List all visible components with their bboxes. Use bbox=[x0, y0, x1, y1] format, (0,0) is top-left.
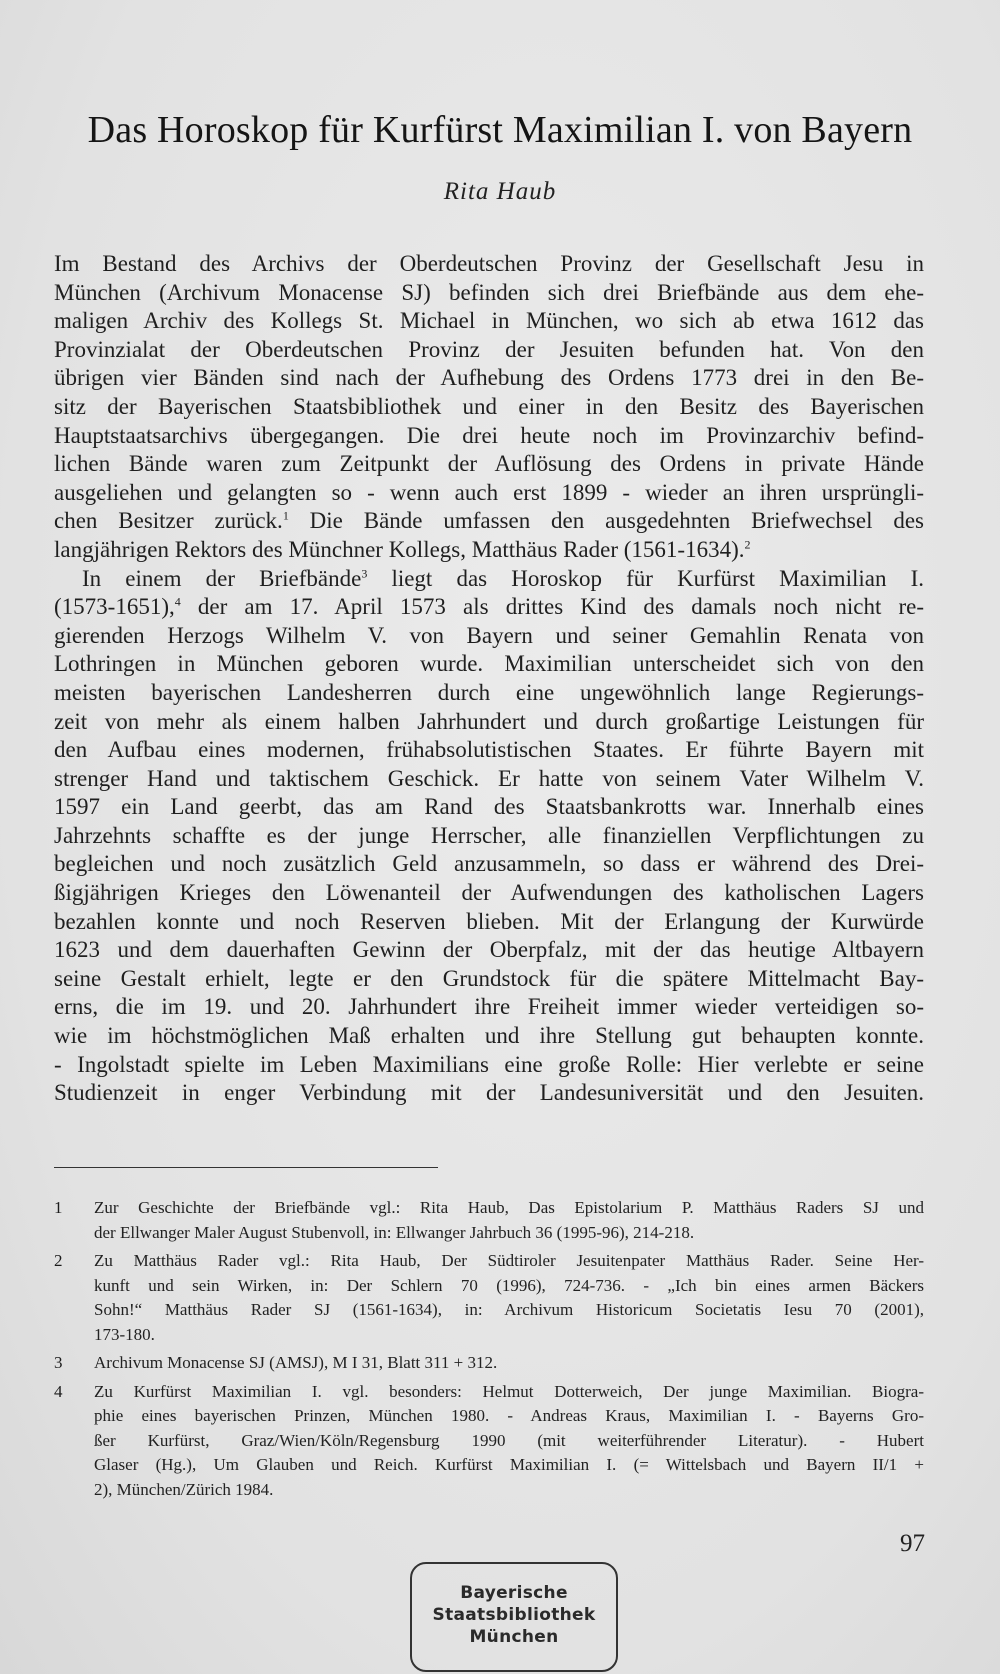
footnote-1 bbox=[54, 1196, 924, 1245]
footnote-line: Zu Kurfürst Maximilian I. vgl. besonders: Helmut Dotterweich, Der junge Maximilian. Biogra- bbox=[94, 1381, 924, 1401]
body-text-segment: langjährigen Rektors des Münchner Kollegs, Matthäus Rader (1561-1634). bbox=[54, 536, 745, 562]
footnote-line: 173-180. bbox=[94, 1324, 155, 1344]
body-line: übrigen vier Bänden sind nach der Aufhebung des Ordens 1773 drei in den Be- bbox=[54, 365, 924, 391]
body-text-segment: chen Besitzer zurück. bbox=[54, 508, 283, 534]
footnote-number: 4 bbox=[54, 1381, 63, 1401]
footnote-line: Zur Geschichte der Briefbände vgl.: Rita Haub, Das Epistolarium P. Matthäus Raders SJ und bbox=[94, 1198, 924, 1217]
body-line: begleichen und noch zusätzlich Geld anzusammeln, so dass er während des Drei- bbox=[54, 851, 924, 877]
body-line: meisten bayerischen Landesherren durch eine ungewöhnlich lange Regierungs- bbox=[54, 679, 924, 705]
body-line: den Aufbau eines modernen, frühabsolutistischen Staates. Er führte Bayern mit bbox=[54, 737, 924, 763]
body-line: lichen Bände waren zum Zeitpunkt der Auflösung des Ordens in private Hände bbox=[54, 451, 924, 477]
body-line: 1623 und dem dauerhaften Gewinn der Oberpfalz, mit der das heutige Altbayern bbox=[54, 937, 924, 963]
footnotes-section bbox=[54, 1196, 924, 1506]
footnote-number: 3 bbox=[54, 1353, 63, 1372]
body-text-segment: (1573-1651), bbox=[54, 594, 175, 620]
footnote-line: kunft und sein Wirken, in: Der Schlern 70 (1996), 724-736. - „Ich bin eines armen Bäckers bbox=[94, 1275, 924, 1295]
stamp-line: München bbox=[469, 1627, 559, 1647]
footnote-number: 1 bbox=[54, 1198, 63, 1217]
body-line: gierenden Herzogs Wilhelm V. von Bayern und seiner Gemahlin Renata von bbox=[54, 622, 924, 648]
footnote-ref-4[interactable]: 4 bbox=[174, 594, 181, 609]
body-line: Im Bestand des Archivs der Oberdeutschen Provinz der Gesellschaft Jesu in bbox=[54, 251, 924, 276]
footnote-line: phie eines bayerischen Prinzen, München 1980. - Andreas Kraus, Maximilian I. - Bayerns Gro- bbox=[94, 1406, 924, 1425]
body-line: bezahlen konnte und noch Reserven blieben. Mit der Erlangung der Kurwürde bbox=[54, 908, 924, 934]
footnote-ref-2[interactable]: 2 bbox=[744, 537, 751, 552]
body-line: seine Gestalt erhielt, legte er den Grundstock für die spätere Mittelmacht Bay- bbox=[54, 965, 924, 991]
footnote-line: Sohn!“ Matthäus Rader SJ (1561-1634), in: Archivum Historicum Societatis Iesu 70 (2001), bbox=[94, 1300, 924, 1319]
footnote-2 bbox=[54, 1249, 924, 1347]
body-line: Hauptstaatsarchivs übergegangen. Die drei heute noch im Provinzarchiv befind- bbox=[54, 422, 924, 448]
footnote-line: Archivum Monacense SJ (AMSJ), M I 31, Blatt 311 + 312. bbox=[94, 1353, 498, 1372]
footnote-divider bbox=[54, 1167, 438, 1168]
footnote-line: 2), München/Zürich 1984. bbox=[94, 1479, 274, 1499]
footnote-4 bbox=[54, 1380, 924, 1503]
body-line: München (Archivum Monacense SJ) befinden sich drei Briefbände aus dem ehe- bbox=[54, 279, 924, 305]
stamp-line: Staatsbibliothek bbox=[432, 1605, 596, 1625]
body-line: ausgeliehen und gelangten so - wenn auch erst 1899 - wieder an ihren ursprüngli- bbox=[54, 479, 924, 505]
library-stamp bbox=[410, 1562, 618, 1672]
article-author: Rita Haub bbox=[443, 178, 557, 205]
footnote-line: der Ellwanger Maler August Stubenvoll, in: Ellwanger Jahrbuch 36 (1995-96), 214-218. bbox=[94, 1222, 695, 1242]
body-line: Provinzialat der Oberdeutschen Provinz der Jesuiten befunden hat. Von den bbox=[54, 336, 924, 362]
body-line bbox=[54, 593, 924, 622]
body-line: Studienzeit in enger Verbindung mit der Landesuniversität und den Jesuiten. bbox=[54, 1080, 924, 1106]
body-line: Lothringen in München geboren wurde. Maximilian unterscheidet sich von den bbox=[54, 651, 924, 677]
page-number: 97 bbox=[900, 1530, 925, 1557]
body-line: strenger Hand und taktischem Geschick. Er hatte von seinem Vater Wilhelm V. bbox=[54, 765, 924, 791]
footnote-3 bbox=[54, 1351, 924, 1376]
body-text-segment: Die Bände umfassen den ausgedehnten Briefwechsel des bbox=[288, 508, 924, 534]
footnote-number: 2 bbox=[54, 1251, 63, 1270]
footnote-ref-3[interactable]: 3 bbox=[361, 565, 368, 580]
body-line: - Ingolstadt spielte im Leben Maximilians eine große Rolle: Hier verlebte er seine bbox=[54, 1051, 924, 1077]
body-text-segment: In einem der Briefbände bbox=[82, 565, 362, 591]
body-line: Jahrzehnts schaffte es der junge Herrscher, alle finanziellen Verpflichtungen zu bbox=[54, 822, 924, 848]
body-line: wie im höchstmöglichen Maß erhalten und ihre Stellung gut behaupten konnte. bbox=[54, 1023, 924, 1049]
footnote-line: ßer Kurfürst, Graz/Wien/Köln/Regensburg 1990 (mit weiterführender Literatur). - Hubert bbox=[94, 1430, 924, 1450]
body-line: 1597 ein Land geerbt, das am Rand des Staatsbankrotts war. Innerhalb eines bbox=[54, 794, 924, 820]
body-line: ßigjährigen Krieges den Löwenanteil der Aufwendungen des katholischen Lagers bbox=[54, 880, 924, 906]
body-line bbox=[54, 536, 924, 565]
body-line bbox=[54, 565, 924, 594]
footnote-line: Zu Matthäus Rader vgl.: Rita Haub, Der Südtiroler Jesuitenpater Matthäus Rader. Seine Her- bbox=[94, 1251, 924, 1270]
footnote-line: Glaser (Hg.), Um Glauben und Reich. Kurfürst Maximilian I. (= Wittelsbach und Bayern II/1 + bbox=[94, 1455, 924, 1474]
article-title: Das Horoskop für Kurfürst Maximilian I. von Bayern bbox=[87, 109, 913, 151]
body-line bbox=[54, 507, 924, 536]
stamp-line: Bayerische bbox=[460, 1583, 568, 1603]
body-text-segment: liegt das Horoskop für Kurfürst Maximilian I. bbox=[367, 565, 924, 591]
body-line: maligen Archiv des Kollegs St. Michael in München, wo sich ab etwa 1612 das bbox=[54, 308, 924, 334]
body-text-segment: der am 17. April 1573 als drittes Kind des damals noch nicht re- bbox=[180, 594, 924, 620]
body-line: zeit von mehr als einem halben Jahrhundert und durch großartige Leistungen für bbox=[54, 708, 924, 734]
body-text bbox=[54, 250, 924, 1108]
footnote-ref-1[interactable]: 1 bbox=[282, 508, 289, 523]
body-line: erns, die im 19. und 20. Jahrhundert ihre Freiheit immer wieder verteidigen so- bbox=[54, 994, 924, 1020]
body-line: sitz der Bayerischen Staatsbibliothek und einer in den Besitz des Bayerischen bbox=[54, 393, 924, 419]
